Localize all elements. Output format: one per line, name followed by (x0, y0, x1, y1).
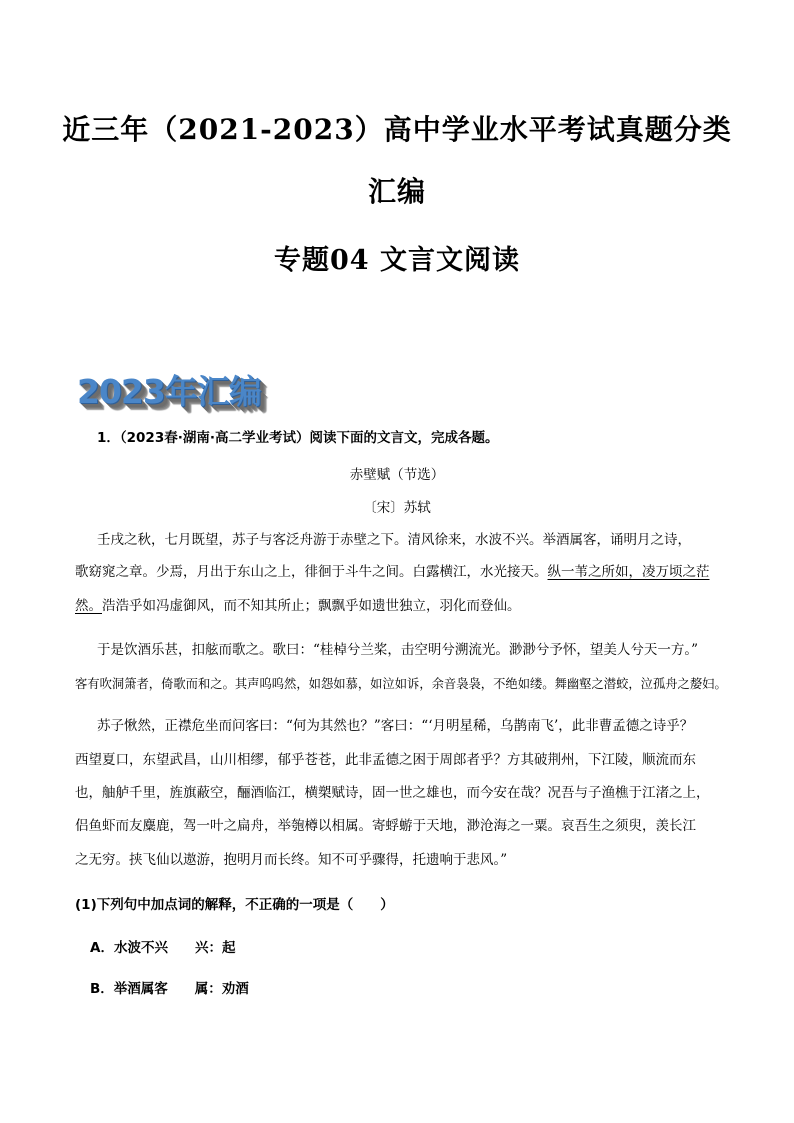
underlined-sentence: 纵一苇之所如，凌万顷之茫 (547, 564, 710, 580)
passage-line: 侣鱼虾而友麋鹿，驾一叶之扁舟，举匏樽以相属。寄蜉蝣于天地，渺沧海之一粟。哀吾生之须臾，羡长江 (75, 818, 696, 834)
passage-text: 浩浩乎如冯虚御风，而不知其所止；飘飘乎如遗世独立，羽化而登仙。 (102, 598, 521, 614)
passage-line: 也，舳舻千里，旌旗蔽空，酾酒临江，横槊赋诗，固一世之雄也，而今安在哉？况吾与子渔樵于江渚之上， (75, 785, 710, 801)
passage-line: 壬戌之秋，七月既望，苏子与客泛舟游于赤壁之下。清风徐来，水波不兴。举酒属客，诵明月之诗， (97, 532, 691, 548)
passage-line: 于是饮酒乐甚，扣舷而歌之。歌曰：“桂棹兮兰桨，击空明兮溯流光。渺渺兮予怀，望美人兮天一方。” (97, 642, 699, 658)
underlined-sentence-end: 然。 (75, 598, 102, 614)
option-b: B．举酒属客 属：劝酒 (90, 981, 249, 997)
passage-title: 赤壁赋（节选） (349, 467, 445, 483)
passage-line: 西望夏口，东望武昌，山川相缪，郁乎苍苍，此非孟德之困于周郎者乎？方其破荆州，下江陵，顺流而东 (75, 752, 696, 768)
question-header: 1．（2023春·湖南·高二学业考试）阅读下面的文言文，完成各题。 (97, 430, 499, 446)
section-banner: 2023年汇编 (77, 372, 261, 411)
passage-line: 客有吹洞箫者，倚歌而和之。其声呜呜然，如怨如慕，如泣如诉，余音袅袅，不绝如缕。舞幽壑之潜蛟，泣孤舟之嫠妇。 (75, 677, 727, 691)
passage-line: 之无穷。挟飞仙以遨游，抱明月而长终。知不可乎骤得，托遗响于悲风。” (75, 852, 508, 868)
document-subtitle: 专题04 文言文阅读 (274, 245, 520, 276)
document-title: 近三年（2021-2023）高中学业水平考试真题分类 (62, 113, 732, 146)
sub-question: (1)下列句中加点词的解释，不正确的一项是（ ） (75, 897, 394, 913)
option-a: A．水波不兴 兴：起 (90, 940, 236, 956)
document-title-continued: 汇编 (367, 175, 426, 208)
passage-author: 〔宋〕苏轼 (363, 500, 431, 516)
passage-line (75, 594, 521, 614)
passage-line (75, 560, 710, 580)
passage-line: 苏子愀然，正襟危坐而问客曰：“何为其然也？”客曰：“‘月明星稀，乌鹊南飞’，此非曹孟德之诗乎？ (97, 718, 694, 734)
passage-text: 歌窈窕之章。少焉，月出于东山之上，徘徊于斗牛之间。白露横江，水光接天。 (75, 564, 548, 580)
